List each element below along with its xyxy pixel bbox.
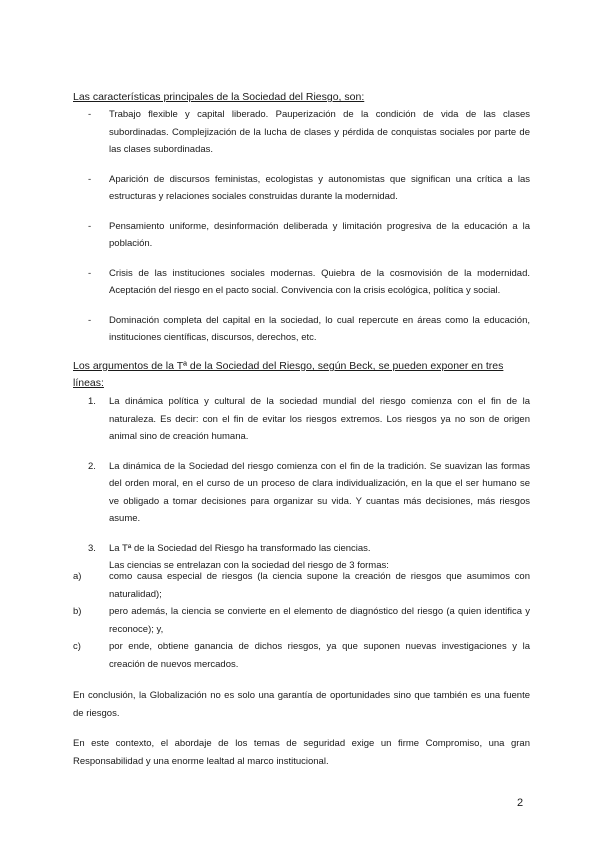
page-number: 2 xyxy=(517,797,524,809)
bullet-marker: - xyxy=(88,314,92,326)
bullet-marker: - xyxy=(88,173,92,185)
bullet-marker: - xyxy=(88,109,92,120)
arguments-list xyxy=(88,393,530,587)
list-item-text: Pensamiento uniforme, desinformación deliberada y limitación progresiva de la educación a la población. xyxy=(109,220,530,249)
list-item xyxy=(88,265,530,300)
list-item-text: Trabajo flexible y capital liberado. Pauperización de la condición de vida de las clases subordinadas. Complejización de la lucha de clases y pérdida de conquistas sociales por parte de las clases subordinadas. xyxy=(109,109,530,155)
list-item xyxy=(88,312,530,347)
bullet-marker: - xyxy=(88,267,92,279)
list-item-text: Crisis de las instituciones sociales modernas. Quiebra de la cosmovisión de la modernidad. Aceptación del riesgo en el pacto social. Convivencia con la crisis ecológica, política y social. xyxy=(109,267,530,296)
item-number: 1. xyxy=(88,396,96,407)
lettered-item-text: como causa especial de riesgos (la ciencia supone la creación de riesgos que asumimos con naturalidad); xyxy=(109,571,530,600)
bullet-marker: - xyxy=(88,220,92,232)
conclusion-paragraph: En conclusión, la Globalización no es solo una garantía de oportunidades sino que también es una fuente de riesgos. xyxy=(73,690,530,719)
item-number: 2. xyxy=(88,460,96,472)
list-item-text: Aparición de discursos feministas, ecologistas y autonomistas que significan una crítica a las estructuras y relaciones sociales construidas durante la modernidad. xyxy=(109,173,530,202)
list-item-text: Dominación completa del capital en la sociedad, lo cual repercute en áreas como la educación, instituciones científicas, discursos, derechos, etc. xyxy=(109,314,530,343)
numbered-item xyxy=(88,393,530,446)
numbered-item-text: La dinámica política y cultural de la sociedad mundial del riesgo comienza con el fin de la naturaleza. Es decir: con el fin de evitar los riesgos extremos. Los riesgos ya no son de origen animal sino de creación humana. xyxy=(109,396,530,442)
numbered-item-text: La dinámica de la Sociedad del riesgo comienza con el fin de la tradición. Se suavizan las formas del orden moral, en el curso de un proceso de clara individualización, en la que el ser humano se ve obligado a tomar decisiones para organizar su vida. Y cuantas más decisiones, más riesgos asume. xyxy=(109,460,530,524)
lettered-item xyxy=(73,568,530,603)
numbered-item xyxy=(88,458,530,528)
lettered-item-text: pero además, la ciencia se convierte en el elemento de diagnóstico del riesgo (a quien identifica y reconoce); y, xyxy=(109,606,530,635)
lettered-item-text: por ende, obtiene ganancia de dichos riesgos, ya que suponen nuevas investigaciones y la creación de nuevos mercados. xyxy=(109,641,530,670)
numbered-item-subtext: Las ciencias se entrelazan con la sociedad del riesgo de 3 formas: xyxy=(109,560,389,571)
item-letter: b) xyxy=(73,606,82,617)
section-heading-characteristics: Las características principales de la Sociedad del Riesgo, son: xyxy=(73,91,365,103)
context-paragraph: En este contexto, el abordaje de los temas de seguridad exige un firme Compromiso, una gran Responsabilidad y una enorme lealtad al marco institucional. xyxy=(73,738,530,767)
lettered-item xyxy=(73,638,530,673)
characteristics-list xyxy=(88,106,530,359)
numbered-item-text: La Tª de la Sociedad del Riesgo ha transformado las ciencias. xyxy=(109,542,371,554)
item-number: 3. xyxy=(88,542,96,554)
item-letter: c) xyxy=(73,641,81,652)
list-item xyxy=(88,106,530,159)
list-item xyxy=(88,171,530,206)
section-heading-arguments: Los argumentos de la Tª de la Sociedad del Riesgo, según Beck, se pueden exponer en tres líneas: xyxy=(73,360,504,389)
list-item xyxy=(88,218,530,253)
science-forms-list xyxy=(73,568,530,673)
lettered-item xyxy=(73,603,530,638)
item-letter: a) xyxy=(73,571,82,582)
